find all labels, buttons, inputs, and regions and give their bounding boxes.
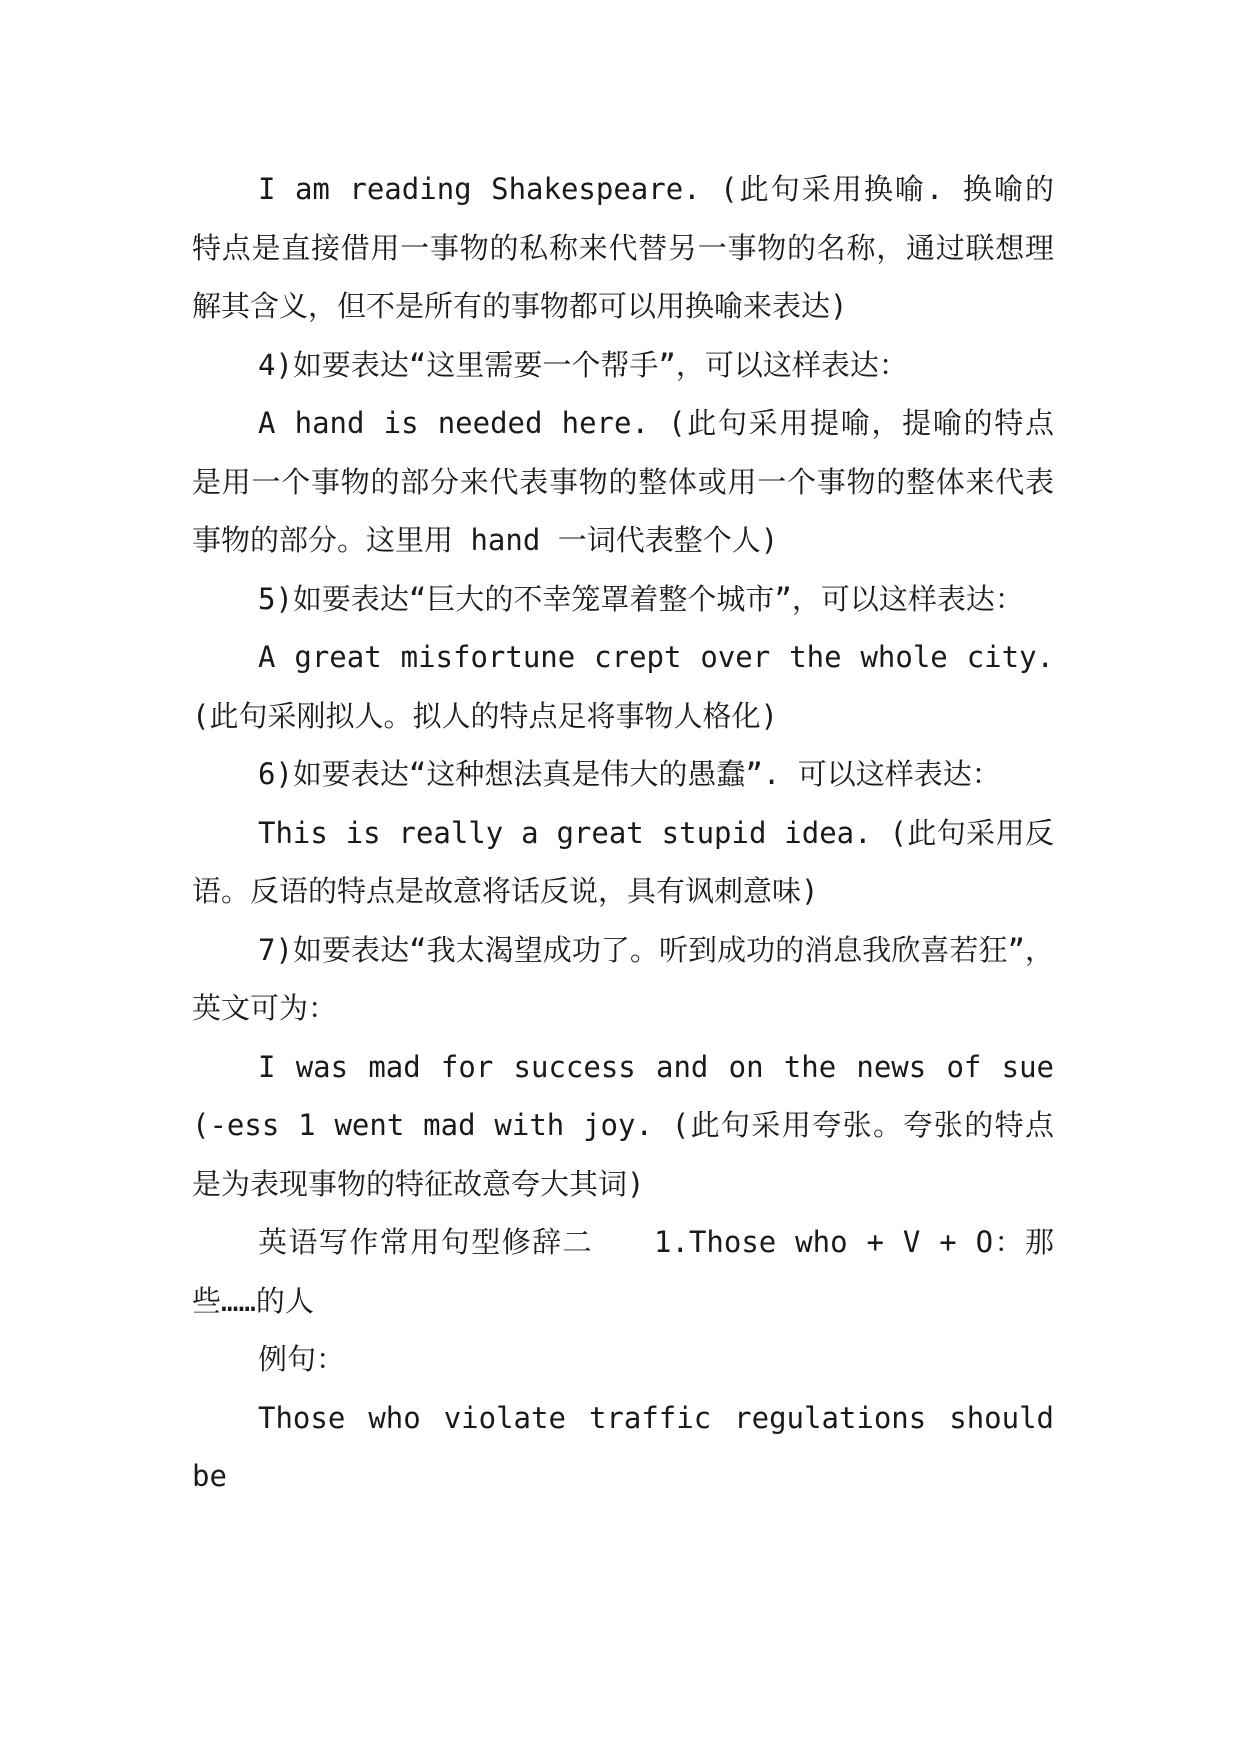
paragraph-hyperbole-example: I was mad for success and on the news of sue(-ess 1 went mad with joy. (此句采用夸张。夸张的特点是为表现事物的特征故意夸大其词): [192, 1049, 1054, 1201]
paragraph-item-6: 6)如要表达“这种想法真是伟大的愚蠢”. 可以这样表达：: [258, 757, 1001, 791]
paragraph-irony-example: This is really a great stupid idea. (此句采用反语。反语的特点是故意将话反说，具有讽刺意味): [192, 815, 1054, 908]
paragraph-section-heading: 英语写作常用句型修辞二 1.Those who + V + O：那些……的人: [192, 1225, 1054, 1318]
paragraph-personification-example: A great misfortune crept over the whole city. (此句采刚拟人。拟人的特点足将事物人格化): [192, 640, 1054, 733]
paragraph-item-7: 7)如要表达“我太渴望成功了。听到成功的消息我欣喜若狂”，英文可为：: [192, 932, 1054, 1025]
paragraph-synecdoche-example: A hand is needed here. (此句采用提喻，提喻的特点是用一个事物的部分来代表事物的整体或用一个事物的整体来代表事物的部分。这里用 hand 一词代表整个人): [192, 406, 1054, 557]
paragraph-item-5: 5)如要表达“巨大的不幸笼罩着整个城市”，可以这样表达：: [258, 581, 1024, 616]
paragraph-example-label: 例句：: [258, 1342, 346, 1376]
paragraph-metonymy-example: I am reading Shakespeare. (此句采用换喻. 换喻的特点是直接借用一事物的私称来代替另一事物的名称，通过联想理解其含义，但不是所有的事物都可以用换喻来表达): [192, 172, 1054, 323]
paragraph-item-4: 4)如要表达“这里需要一个帮手”，可以这样表达：: [258, 347, 908, 382]
paragraph-example-sentence: Those who violate traffic regulations should be: [192, 1400, 1054, 1493]
document-page: [192, 160, 1054, 1506]
